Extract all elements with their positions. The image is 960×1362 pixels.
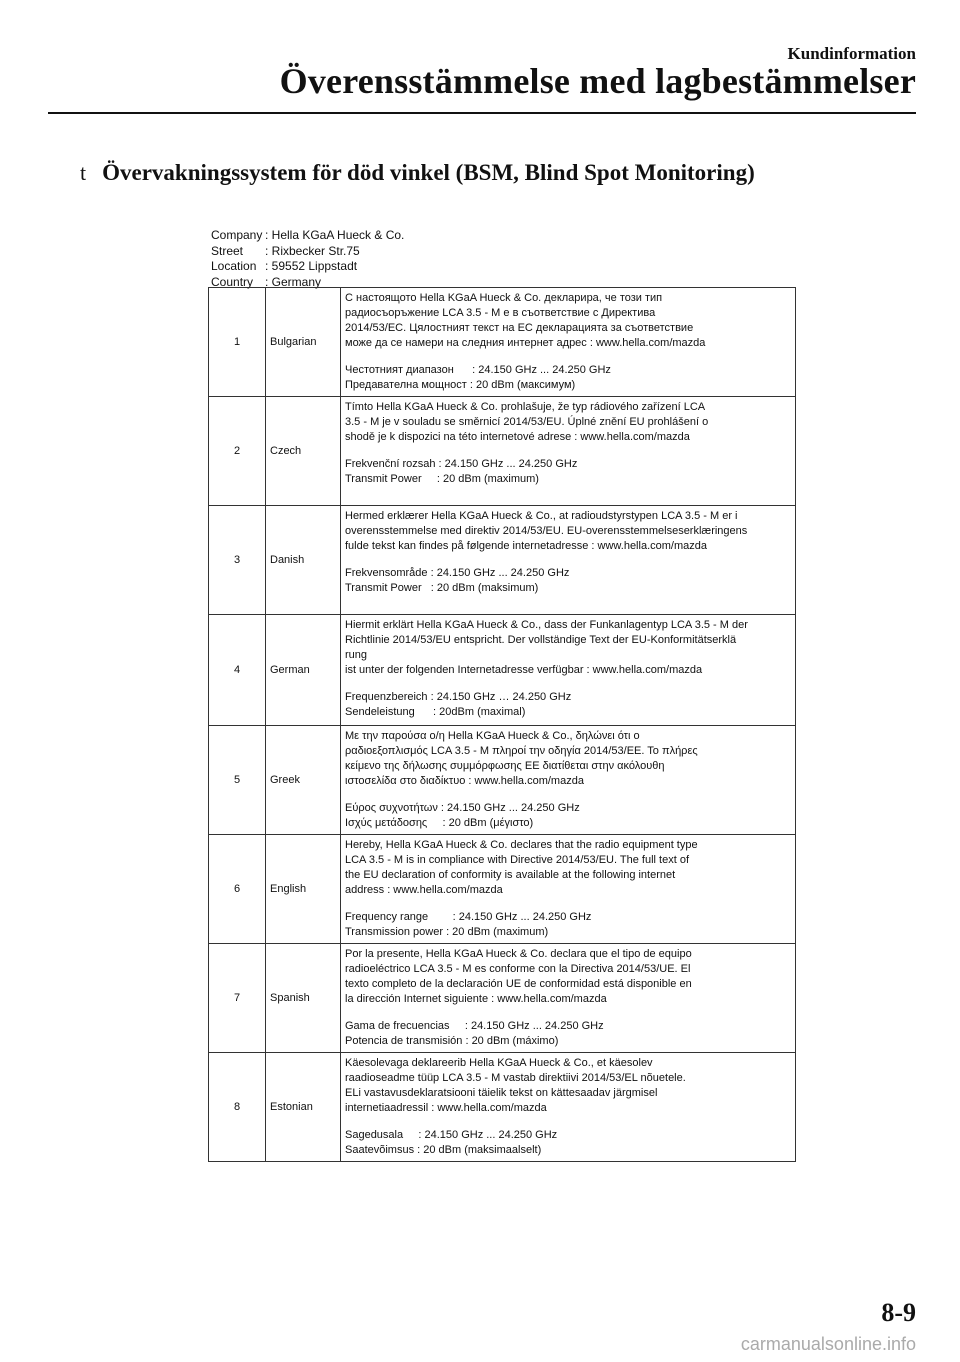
declaration-text: С настоящото Hella KGaA Hueck & Co. декларира, че този тип радиосъоръжение LCA 3.5 - M е в съответствие с Директива 2014/53/ЕС. Цялостният текст на ЕС декларацията за съответствие може да се намери на следния интернет адрес : www.hella.com/mazda xyxy=(345,292,706,349)
frequency-line: Frequenzbereich : 24.150 GHz … 24.250 GHz xyxy=(345,691,572,703)
frequency-line: Frekvenční rozsah : 24.150 GHz ... 24.250 GHz xyxy=(345,458,578,470)
section-bullet: t xyxy=(80,160,87,185)
watermark: carmanualsonline.info xyxy=(740,1334,916,1354)
row-language: Spanish xyxy=(266,944,341,1053)
row-language: Estonian xyxy=(266,1053,341,1162)
row-language: Danish xyxy=(266,506,341,615)
section-title: Övervakningssystem för död vinkel (BSM, Blind Spot Monitoring) xyxy=(102,160,755,185)
declaration-text: Hermed erklærer Hella KGaA Hueck & Co., at radioudstyrstypen LCA 3.5 - M er i overensstemmelse med direktiv 2014/53/EU. EU-overensstemmelseserklæringens fulde tekst kan findes på følgende internetadresse : www.hella.com/mazda xyxy=(345,510,748,552)
power-line: Sendeleistung : 20dBm (maximal) xyxy=(345,706,526,718)
row-declaration xyxy=(341,288,796,397)
page-number: 8-9 xyxy=(881,1298,916,1327)
address-row xyxy=(211,259,404,275)
declaration-text: Με την παρούσα ο/η Hella KGaA Hueck & Co., δηλώνει ότι ο ραδιοεξοπλισμός LCA 3.5 - M πληροί την οδηγία 2014/53/ΕΕ. Το πλήρες κείμενο της δήλωσης συμμόρφωσης ΕΕ διατίθεται στην ακόλουθη ιστοσελίδα στο διαδίκτυο : www.hella.com/mazda xyxy=(345,730,698,787)
address-row xyxy=(211,228,404,244)
power-line: Предавателна мощност : 20 dBm (максимум) xyxy=(345,379,576,391)
frequency-line: Εύρος συχνοτήτων : 24.150 GHz ... 24.250 GHz xyxy=(345,802,580,814)
declaration-text: Käesolevaga deklareerib Hella KGaA Hueck & Co., et käesolev raadioseadme tüüp LCA 3.5 - M vastab direktiivi 2014/53/EL nõuetele. ELi vastavusdeklaratsiooni täielik tekst on kättesaadav järgmisel internetiaadressil : www.hella.com/mazda xyxy=(345,1057,686,1114)
table-row xyxy=(209,944,796,1053)
header-rule xyxy=(48,112,916,114)
row-declaration xyxy=(341,397,796,506)
declaration-text: Hereby, Hella KGaA Hueck & Co. declares that the radio equipment type LCA 3.5 - M is in compliance with Directive 2014/53/EU. The full text of the EU declaration of conformity is available at the following internet address : www.hella.com/mazda xyxy=(345,839,698,896)
power-line: Transmission power : 20 dBm (maximum) xyxy=(345,926,549,938)
row-language: Czech xyxy=(266,397,341,506)
row-number: 7 xyxy=(209,944,266,1053)
power-line: Transmit Power : 20 dBm (maksimum) xyxy=(345,582,539,594)
chapter-label: Kundinformation xyxy=(787,44,916,63)
frequency-line: Sagedusala : 24.150 GHz ... 24.250 GHz xyxy=(345,1129,558,1141)
row-number: 3 xyxy=(209,506,266,615)
row-number: 6 xyxy=(209,835,266,944)
row-number: 2 xyxy=(209,397,266,506)
address-key: Street xyxy=(211,243,244,258)
declaration-text: Tímto Hella KGaA Hueck & Co. prohlašuje, že typ rádiového zařízení LCA 3.5 - M je v souladu se směrnicí 2014/53/EU. Úplné znění EU prohlášení o shodě je k dispozici na této internetové adrese : www.hella.com/mazda xyxy=(345,401,709,443)
frequency-line: Frequency range : 24.150 GHz ... 24.250 GHz xyxy=(345,911,592,923)
address-key: Country xyxy=(211,274,254,289)
row-language: German xyxy=(266,615,341,726)
power-line: Transmit Power : 20 dBm (maximum) xyxy=(345,473,539,485)
address-key: Location xyxy=(211,259,257,273)
row-number: 1 xyxy=(209,288,266,397)
page-title: Överensstämmelse med lagbestämmelser xyxy=(279,61,916,101)
row-declaration xyxy=(341,615,796,726)
row-number: 8 xyxy=(209,1053,266,1162)
table-row xyxy=(209,506,796,615)
declaration-text: Por la presente, Hella KGaA Hueck & Co. declara que el tipo de equipo radioeléctrico LCA 3.5 - M es conforme con la Directiva 2014/53/UE. El texto completo de la declaración UE de conformidad está disponible en la dirección Internet siguiente : www.hella.com/mazda xyxy=(345,948,692,1005)
declaration-table xyxy=(208,287,796,1162)
frequency-line: Честотният диапазон : 24.150 GHz ... 24.250 GHz xyxy=(345,364,611,376)
table-row xyxy=(209,615,796,726)
frequency-line: Frekvensområde : 24.150 GHz ... 24.250 GHz xyxy=(345,567,570,579)
row-language: English xyxy=(266,835,341,944)
address-value: : 59552 Lippstadt xyxy=(265,259,358,273)
address-value: : Germany xyxy=(265,274,322,289)
table-row xyxy=(209,835,796,944)
manufacturer-address xyxy=(211,228,404,290)
row-language: Greek xyxy=(266,726,341,835)
row-number: 5 xyxy=(209,726,266,835)
row-declaration xyxy=(341,506,796,615)
row-declaration xyxy=(341,835,796,944)
row-declaration xyxy=(341,1053,796,1162)
table-row xyxy=(209,397,796,506)
table-row xyxy=(209,1053,796,1162)
power-line: Potencia de transmisión : 20 dBm (máximo) xyxy=(345,1035,559,1047)
address-key: Company xyxy=(211,228,263,242)
table-row xyxy=(209,726,796,835)
address-value: : Hella KGaA Hueck & Co. xyxy=(265,228,405,242)
frequency-line: Gama de frecuencias : 24.150 GHz ... 24.250 GHz xyxy=(345,1020,604,1032)
row-number: 4 xyxy=(209,615,266,726)
section-heading xyxy=(80,160,755,186)
address-value: : Rixbecker Str.75 xyxy=(265,243,360,258)
table-row xyxy=(209,288,796,397)
address-row xyxy=(211,244,404,260)
row-language: Bulgarian xyxy=(266,288,341,397)
power-line: Ισχύς μετάδοσης : 20 dBm (μέγιστο) xyxy=(345,817,534,829)
power-line: Saatevõimsus : 20 dBm (maksimaalselt) xyxy=(345,1144,542,1156)
row-declaration xyxy=(341,944,796,1053)
declaration-text: Hiermit erklärt Hella KGaA Hueck & Co., dass der Funkanlagentyp LCA 3.5 - M der Richtlinie 2014/53/EU entspricht. Der vollständige Text der EU-Konformitätserklä rung ist unter der folgenden Internetadresse verfügbar : www.hella.com/mazda xyxy=(345,619,748,676)
row-declaration xyxy=(341,726,796,835)
